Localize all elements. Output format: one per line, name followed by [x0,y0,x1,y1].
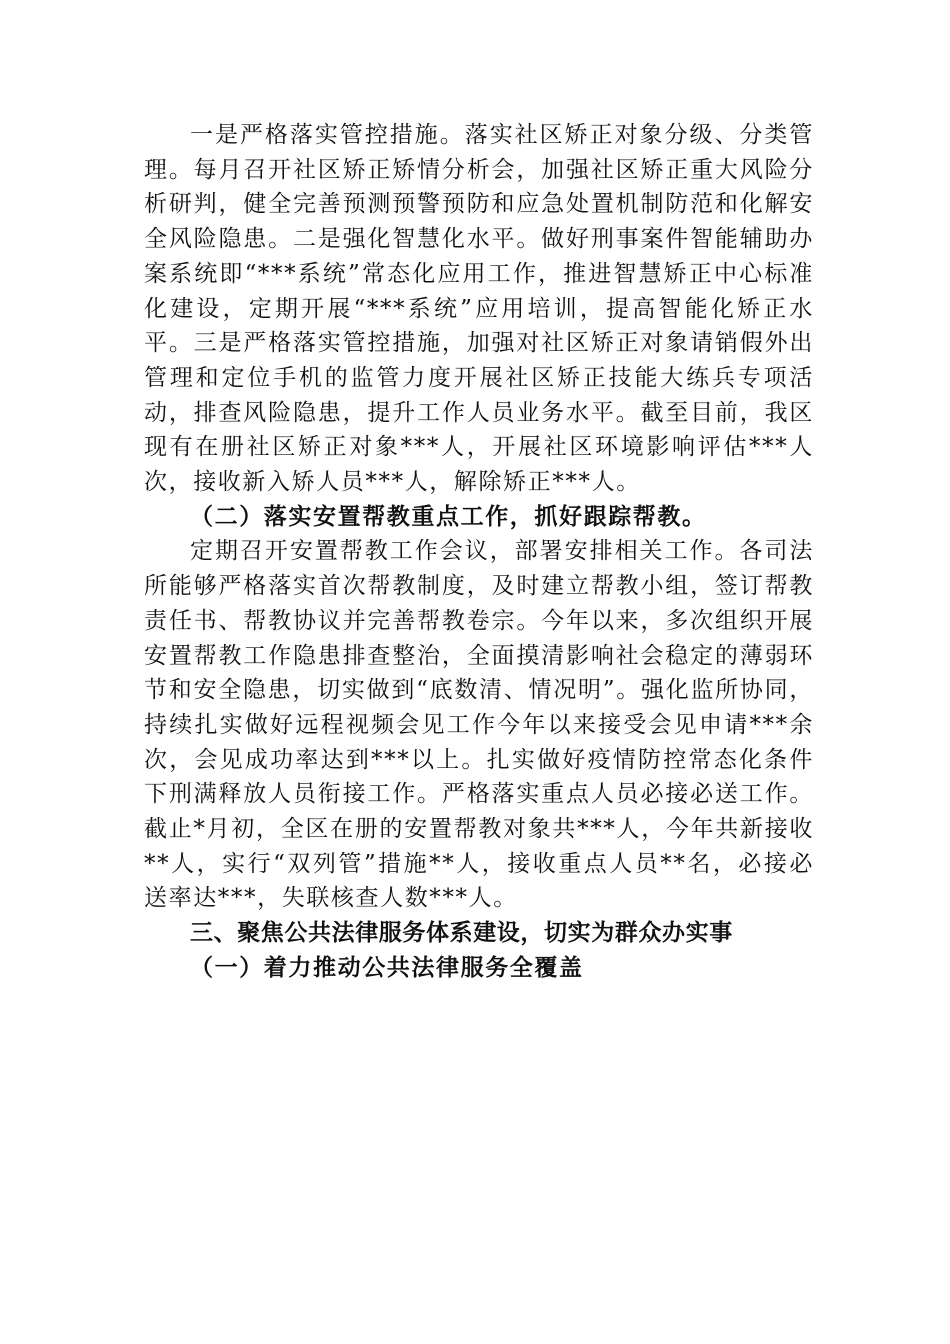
section-heading-public-legal-services: 三、聚焦公共法律服务体系建设，切实为群众办实事 [190,920,733,947]
subheading-resettlement-assistance: （二）落实安置帮教重点工作，抓好跟踪帮教。 [190,502,707,530]
paragraph-control-measures: 一是严格落实管控措施。落实社区矫正对象分级、分类管理。每月召开社区矫正矫情分析会，加强社区矫正重大风险分析研判，健全完善预测预警预防和应急处置机制防范和化解安全风险隐患。二是强化智慧化水平。做好刑事案件智能辅助办案系统即“***系统”常态化应用工作，推进智慧矫正中心标准化建设，定期开展“***系统”应用培训，提高智能化矫正水平。三是严格落实管控措施，加强对社区矫正对象请销假外出管理和定位手机的监管力度开展社区矫正技能大练兵专项活动，排查风险隐患，提升工作人员业务水平。截至目前，我区现有在册社区矫正对象***人，开展社区环境影响评估***人次，接收新入矫人员***人，解除矫正***人。 [144,122,814,496]
subheading-full-coverage: （一）着力推动公共法律服务全覆盖 [190,953,584,981]
document-body [144,118,814,986]
paragraph-resettlement-work: 定期召开安置帮教工作会议，部署安排相关工作。各司法所能够严格落实首次帮教制度，及时建立帮教小组，签订帮教责任书、帮教协议并完善帮教卷宗。今年以来，多次组织开展安置帮教工作隐患排查整治，全面摸清影响社会稳定的薄弱环节和安全隐患，切实做到“底数清、情况明”。强化监所协同，持续扎实做好远程视频会见工作今年以来接受会见申请***余次，会见成功率达到***以上。扎实做好疫情防控常态化条件下刑满释放人员衔接工作。严格落实重点人员必接必送工作。截止*月初，全区在册的安置帮教对象共***人，今年共新接收**人，实行“双列管”措施**人，接收重点人员**名，必接必送率达***，失联核查人数***人。 [144,538,814,912]
